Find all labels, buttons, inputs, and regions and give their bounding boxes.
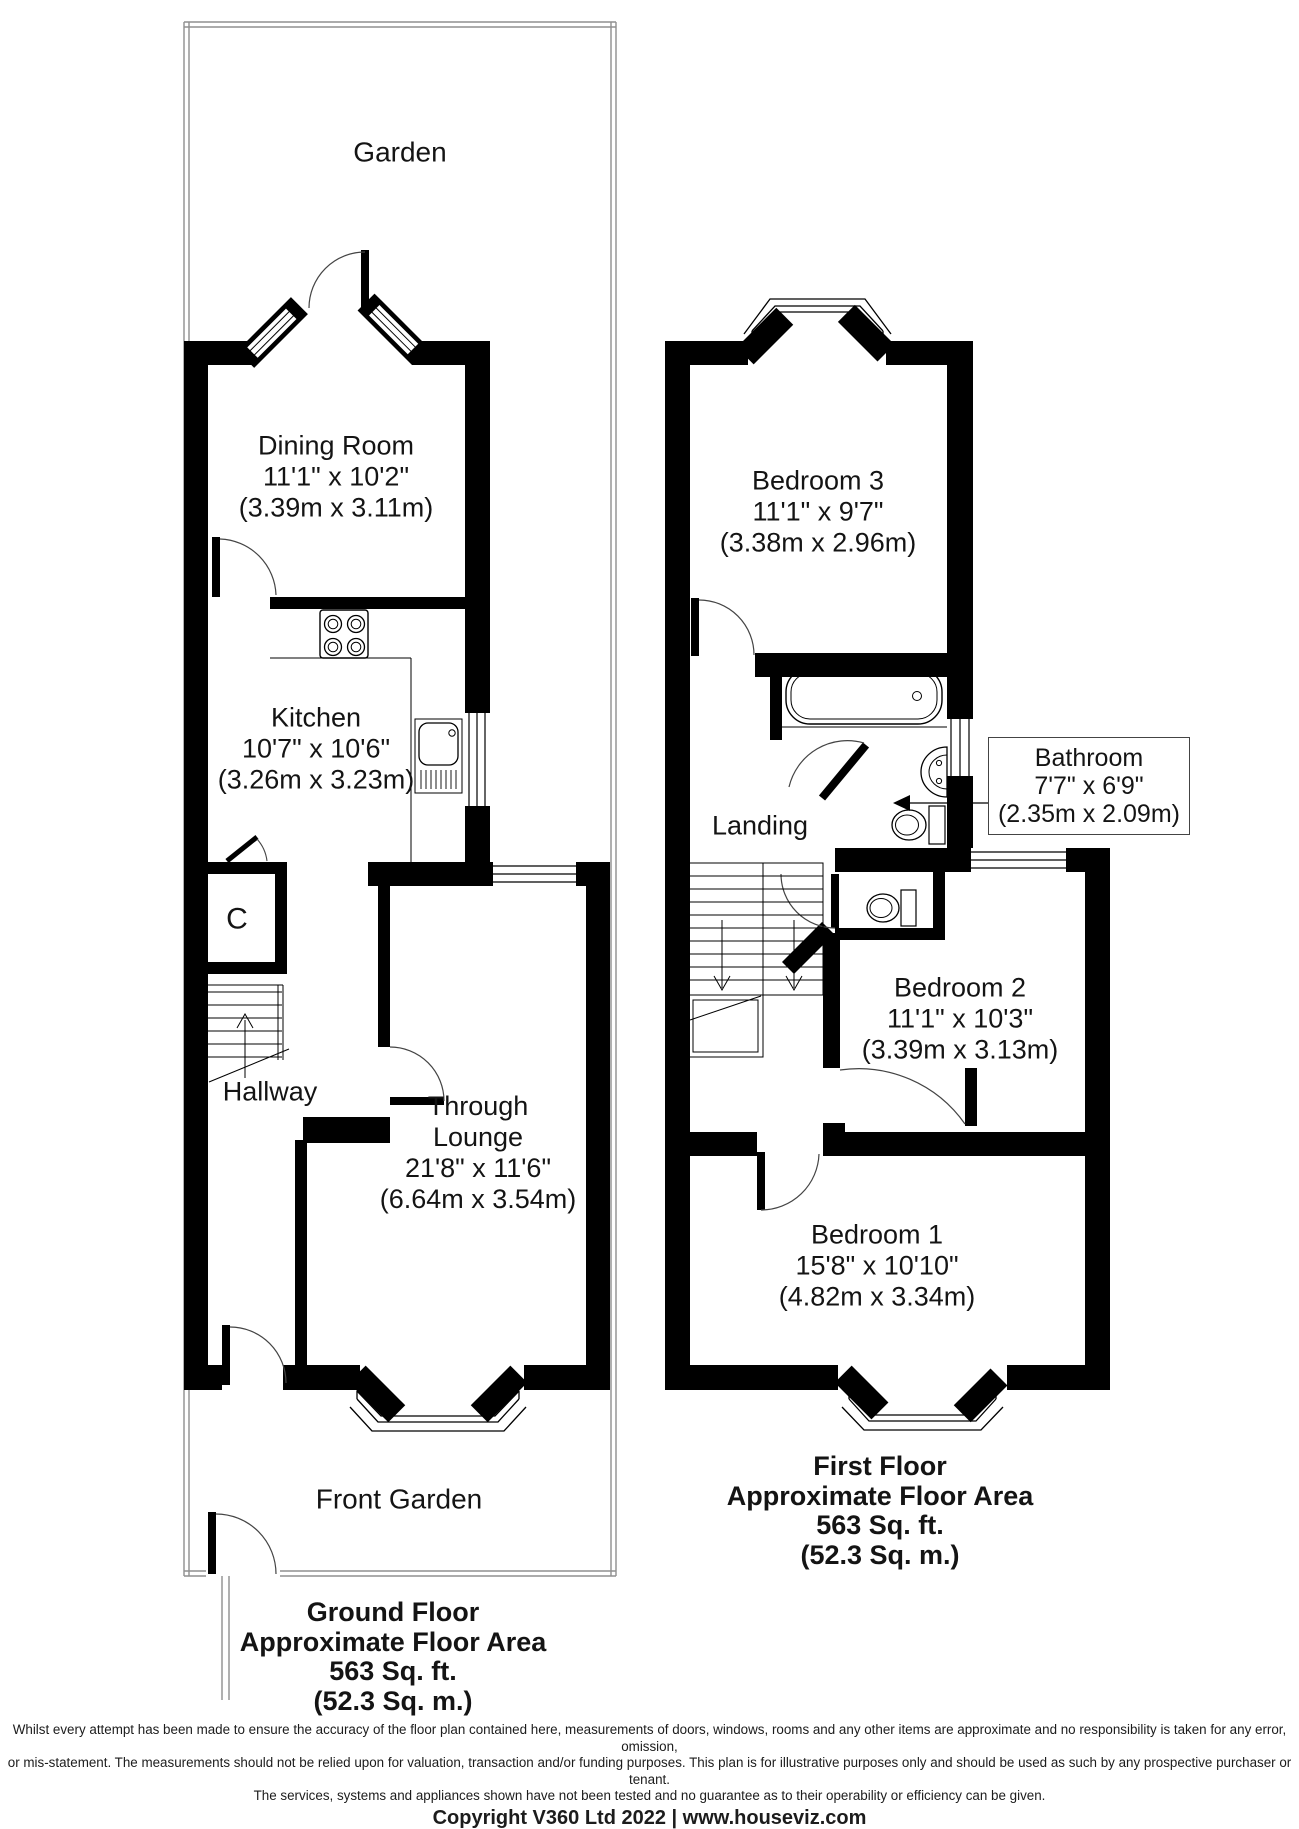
room-dims-metric: (2.35m x 2.09m) [997, 800, 1180, 828]
lounge-side-window [492, 862, 577, 886]
room-name: Bedroom 2 [893, 972, 1027, 1003]
first-floor-caption [727, 1452, 1034, 1570]
bathroom-door [789, 741, 866, 798]
caption-title: First Floor [813, 1451, 947, 1481]
bedroom1-label [779, 1220, 976, 1313]
room-name: Garden [353, 136, 447, 168]
stove-icon [320, 610, 368, 658]
dining-corner-window-left [246, 308, 297, 359]
bathroom-window [947, 718, 973, 777]
ground-floor-caption [240, 1598, 547, 1716]
bathroom-callout-box [988, 737, 1190, 835]
caption-subtitle: Approximate Floor Area [726, 1480, 1034, 1511]
garden-label [353, 137, 446, 168]
room-name: Through [427, 1091, 529, 1121]
room-name: Bedroom 3 [751, 465, 885, 496]
room-dims-metric: (3.26m x 3.23m) [217, 764, 415, 795]
kitchen-window [465, 712, 490, 807]
room-dims-imperial: 7'7" x 6'9" [1034, 772, 1144, 800]
room-name: Front Garden [315, 1483, 483, 1515]
bathroom-toilet-icon [892, 806, 945, 844]
cupboard-door [227, 837, 267, 861]
dining-door [212, 537, 276, 597]
caption-area-m: (52.3 Sq. m.) [800, 1539, 960, 1570]
room-dims-imperial: 11'1" x 10'2" [262, 461, 410, 492]
front-door [222, 1325, 286, 1385]
copyright-text: Copyright V360 Ltd 2022 | www.houseviz.com [432, 1806, 867, 1829]
dining-corner-window-right [368, 304, 419, 355]
room-dims-metric: (3.38m x 2.96m) [719, 527, 917, 558]
room-dims-metric: (6.64m x 3.54m) [379, 1184, 577, 1214]
bedroom2-window [970, 848, 1067, 872]
caption-area-ft: 563 Sq. ft. [329, 1656, 457, 1686]
disclaimer-line: or mis-statement. The measurements should not be relied upon for valuation, transaction and/or funding purposes. This plan is for illustrative purposes only and should be used as such by any prospective purchaser or tenant. [7, 1755, 1292, 1787]
room-dims-imperial: 15'8" x 10'10" [795, 1250, 959, 1281]
bedroom1-door [757, 1152, 819, 1210]
room-name: Hallway [222, 1076, 318, 1107]
room-name: Bedroom 1 [810, 1219, 944, 1250]
caption-title: Ground Floor [306, 1597, 480, 1627]
room-dims-metric: (3.39m x 3.13m) [861, 1034, 1059, 1065]
disclaimer-line: The services, systems and appliances shown have not been tested and no guarantee as to their operability or efficiency can be given. [253, 1788, 1046, 1803]
room-dims-imperial: 11'1" x 10'3" [886, 1003, 1034, 1034]
landing-label [712, 811, 808, 842]
room-dims-imperial: 10'7" x 10'6" [241, 733, 391, 764]
disclaimer-footer [0, 1722, 1299, 1829]
back-door [309, 250, 369, 312]
wc-door [781, 874, 839, 928]
front-path [222, 1576, 229, 1700]
room-name: Landing [711, 810, 809, 841]
room-dims-metric: (4.82m x 3.34m) [778, 1281, 976, 1312]
kitchen-label [218, 703, 415, 796]
wc-toilet-icon [867, 890, 916, 926]
garden-fence [184, 22, 616, 1576]
cupboard-label [226, 904, 248, 935]
room-name: Lounge [432, 1122, 524, 1152]
bedroom3-label [720, 466, 917, 559]
room-name: Bathroom [1034, 744, 1144, 772]
caption-area-m: (52.3 Sq. m.) [313, 1685, 473, 1716]
disclaimer-line: Whilst every attempt has been made to ensure the accuracy of the floor plan contained here, measurements of doors, windows, rooms and any other items are approximate and no responsibility is taken for any error, omission, [12, 1722, 1287, 1754]
bedroom3-door [691, 598, 754, 656]
front-garden-label [316, 1484, 483, 1515]
room-dims-imperial: 11'1" x 9'7" [752, 496, 884, 527]
room-name: Dining Room [257, 430, 415, 461]
room-name: C [226, 902, 248, 936]
bedroom2-label [862, 973, 1059, 1066]
bedroom2-door [840, 1068, 977, 1126]
bathroom-sink-icon [921, 747, 947, 797]
ground-stairs [208, 985, 289, 1082]
room-dims-imperial: 21'8" x 11'6" [404, 1153, 552, 1183]
caption-subtitle: Approximate Floor Area [239, 1626, 547, 1657]
caption-area-ft: 563 Sq. ft. [816, 1510, 944, 1540]
garden-gate [208, 1512, 276, 1574]
room-dims-metric: (3.39m x 3.11m) [238, 492, 434, 523]
through-lounge-label [380, 1091, 577, 1215]
kitchen-sink-icon [415, 719, 462, 793]
hallway-label [223, 1077, 318, 1108]
room-name: Kitchen [270, 702, 362, 733]
bathroom-callout-arrow [893, 795, 988, 811]
dining-room-label [239, 431, 434, 524]
